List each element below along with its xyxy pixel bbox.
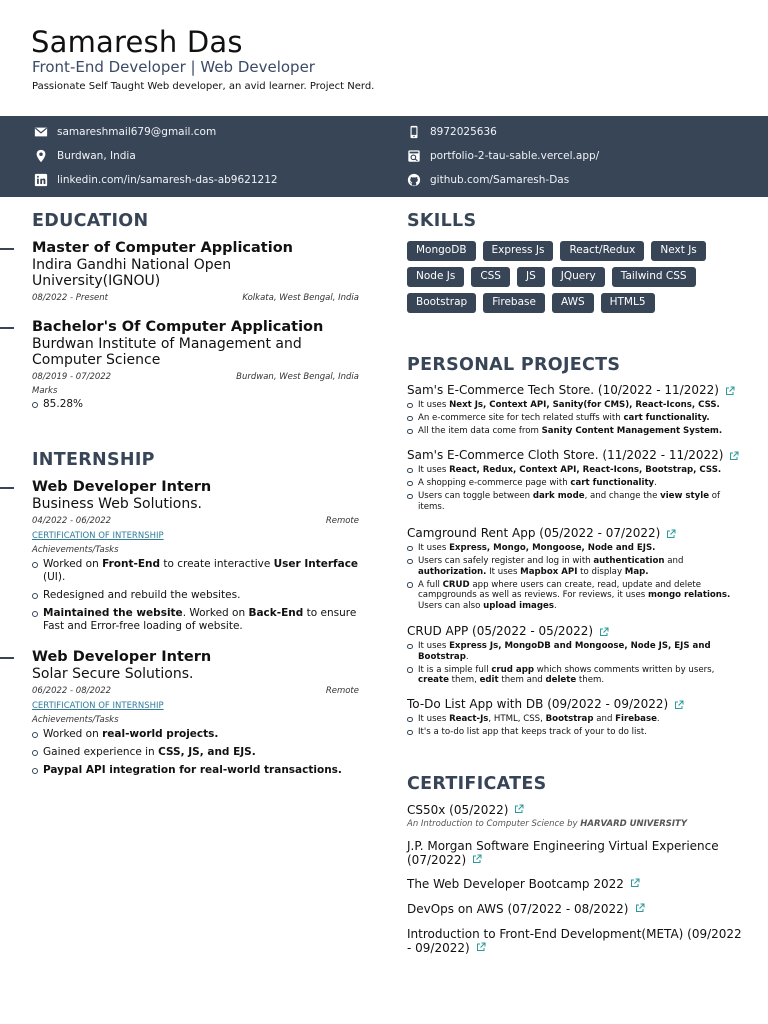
education-entry bbox=[32, 319, 359, 416]
school: Indira Gandhi National Open University(IGNOU) bbox=[32, 257, 232, 289]
list-item: It uses React-Js, HTML, CSS, Bootstrap and Firebase. bbox=[407, 714, 742, 725]
skills-heading: SKILLS bbox=[407, 211, 477, 231]
place: Kolkata, West Bengal, India bbox=[242, 293, 359, 303]
list-item: Redesigned and rebuild the websites. bbox=[32, 589, 359, 602]
project-bullets bbox=[407, 543, 742, 611]
certificate-title bbox=[407, 803, 742, 817]
contact-bar bbox=[0, 116, 768, 197]
degree: Master of Computer Application bbox=[32, 240, 293, 256]
contact-location bbox=[34, 149, 136, 163]
external-link-icon[interactable] bbox=[674, 700, 684, 710]
certificate-subtitle: An Introduction to Computer Science by HARVARD UNIVERSITY bbox=[407, 819, 687, 829]
project-title-text: To-Do List App with DB (09/2022 - 09/2022) bbox=[407, 697, 669, 711]
skill-chip: Bootstrap bbox=[407, 293, 476, 313]
project-entry bbox=[407, 383, 742, 439]
certificate-entry bbox=[407, 839, 742, 867]
project-title bbox=[407, 697, 742, 712]
project-bullets bbox=[407, 714, 742, 738]
skill-chip: HTML5 bbox=[601, 293, 655, 313]
location-text: Burdwan, India bbox=[57, 150, 136, 162]
skill-chip: Tailwind CSS bbox=[612, 267, 696, 287]
list-item: A full CRUD app where users can create, read, update and delete campgrounds as well as reviews. For reviews, it uses mongo relations. Users can also upload images. bbox=[407, 580, 742, 612]
skill-chip: Next Js bbox=[651, 241, 705, 261]
project-title bbox=[407, 383, 742, 398]
project-entry bbox=[407, 526, 742, 614]
dates: 08/2022 - Present bbox=[32, 293, 109, 303]
school: Burdwan Institute of Management and Computer Science bbox=[32, 336, 302, 368]
list-item: Users can safely register and log in with authentication and authorization. It uses Mapbox API to display Map. bbox=[407, 556, 742, 577]
github-icon bbox=[407, 173, 421, 187]
entry-marker bbox=[0, 657, 14, 659]
contact-portfolio[interactable] bbox=[407, 149, 599, 163]
certificate-title bbox=[407, 877, 742, 891]
skill-chip: Express Js bbox=[483, 241, 554, 261]
contact-phone[interactable] bbox=[407, 125, 497, 139]
project-title bbox=[407, 448, 742, 463]
tasks-label: Achievements/Tasks bbox=[32, 545, 119, 555]
external-link-icon[interactable] bbox=[514, 804, 524, 814]
certificate-title-text: DevOps on AWS (07/2022 - 08/2022) bbox=[407, 902, 629, 916]
list-item: Worked on Front-End to create interactive User Interface (UI). bbox=[32, 558, 359, 584]
external-link-icon[interactable] bbox=[725, 386, 735, 396]
skill-chip: CSS bbox=[471, 267, 510, 287]
certificate-link[interactable]: CERTIFICATION OF INTERNSHIP bbox=[32, 531, 164, 541]
entry-marker bbox=[0, 327, 14, 329]
list-item: It uses Express, Mongo, Mongoose, Node and EJS. bbox=[407, 543, 742, 554]
marks-value: 85.28% bbox=[32, 398, 359, 411]
entry-meta bbox=[32, 293, 359, 303]
external-link-icon[interactable] bbox=[476, 942, 486, 952]
portfolio-icon bbox=[407, 149, 421, 163]
resume-title: Front-End Developer | Web Developer bbox=[32, 58, 315, 76]
project-bullets bbox=[407, 400, 742, 437]
linkedin-icon bbox=[34, 173, 48, 187]
skill-chip: Firebase bbox=[483, 293, 545, 313]
external-link-icon[interactable] bbox=[472, 854, 482, 864]
resume-summary: Passionate Self Taught Web developer, an avid learner. Project Nerd. bbox=[32, 81, 375, 92]
dates: 06/2022 - 08/2022 bbox=[32, 686, 112, 696]
skills-list bbox=[407, 241, 737, 313]
certificate-title-text: J.P. Morgan Software Engineering Virtual Experience (07/2022) bbox=[407, 839, 719, 867]
marks-list bbox=[32, 398, 359, 411]
certificate-title-text: CS50x (05/2022) bbox=[407, 803, 509, 817]
entry-meta bbox=[32, 516, 359, 526]
project-title-text: Sam's E-Commerce Tech Store. (10/2022 - 11/2022) bbox=[407, 383, 719, 397]
linkedin-text: linkedin.com/in/samaresh-das-ab9621212 bbox=[57, 174, 278, 186]
github-text: github.com/Samaresh-Das bbox=[430, 174, 570, 186]
project-bullets bbox=[407, 465, 742, 512]
skill-chip: JS bbox=[517, 267, 545, 287]
place: Remote bbox=[325, 686, 359, 696]
list-item: Maintained the website. Worked on Back-End to ensure Fast and Error-free loading of website. bbox=[32, 607, 359, 633]
certificate-entry bbox=[407, 877, 742, 891]
contact-email[interactable] bbox=[34, 125, 216, 139]
education-entry bbox=[32, 240, 359, 303]
certificate-link[interactable]: CERTIFICATION OF INTERNSHIP bbox=[32, 701, 164, 711]
project-entry bbox=[407, 448, 742, 515]
project-title-text: CRUD APP (05/2022 - 05/2022) bbox=[407, 624, 594, 638]
external-link-icon[interactable] bbox=[630, 878, 640, 888]
project-title bbox=[407, 624, 742, 639]
list-item: It is a simple full crud app which shows comments written by users, create them, edit them and delete them. bbox=[407, 665, 742, 686]
certificate-title bbox=[407, 902, 742, 916]
internship-entry bbox=[32, 649, 359, 782]
place: Remote bbox=[325, 516, 359, 526]
location-icon bbox=[34, 149, 48, 163]
project-entry bbox=[407, 697, 742, 740]
list-item: It uses Express Js, MongoDB and Mongoose, Node JS, EJS and Bootstrap. bbox=[407, 641, 742, 662]
external-link-icon[interactable] bbox=[599, 627, 609, 637]
entry-marker bbox=[0, 487, 14, 489]
place: Burdwan, West Bengal, India bbox=[236, 372, 359, 382]
project-title-text: Camground Rent App (05/2022 - 07/2022) bbox=[407, 526, 661, 540]
marks-label: Marks bbox=[32, 386, 58, 396]
list-item: An e-commerce site for tech related stuffs with cart functionality. bbox=[407, 413, 742, 424]
list-item: It uses Next Js, Context API, Sanity(for CMS), React-Icons, CSS. bbox=[407, 400, 742, 411]
education-heading: EDUCATION bbox=[32, 211, 149, 231]
list-item: Paypal API integration for real-world transactions. bbox=[32, 764, 359, 777]
project-entry bbox=[407, 624, 742, 688]
internship-entry bbox=[32, 479, 359, 638]
certificate-entry bbox=[407, 803, 742, 829]
phone-text: 8972025636 bbox=[430, 126, 497, 138]
project-title bbox=[407, 526, 742, 541]
entry-meta bbox=[32, 686, 359, 696]
resume-name: Samaresh Das bbox=[31, 25, 243, 59]
company: Business Web Solutions. bbox=[32, 496, 202, 512]
list-item: Gained experience in CSS, JS, and EJS. bbox=[32, 746, 359, 759]
entry-meta bbox=[32, 372, 359, 382]
dates: 04/2022 - 06/2022 bbox=[32, 516, 112, 526]
certificate-title-text: The Web Developer Bootcamp 2022 bbox=[407, 877, 624, 891]
list-item: All the item data come from Sanity Content Management System. bbox=[407, 426, 742, 437]
skill-chip: AWS bbox=[552, 293, 594, 313]
skill-chip: JQuery bbox=[552, 267, 605, 287]
project-title-text: Sam's E-Commerce Cloth Store. (11/2022 - 11/2022) bbox=[407, 448, 724, 462]
list-item: Users can toggle between dark mode, and change the view style of items. bbox=[407, 491, 742, 512]
certificate-entry bbox=[407, 927, 742, 955]
tasks-list bbox=[32, 558, 359, 633]
skill-chip: Node Js bbox=[407, 267, 464, 287]
certificate-title bbox=[407, 839, 742, 867]
email-text: samareshmail679@gmail.com bbox=[57, 126, 217, 138]
list-item: It's a to-do list app that keeps track of your to do list. bbox=[407, 727, 742, 738]
portfolio-text: portfolio-2-tau-sable.vercel.app/ bbox=[430, 150, 600, 162]
company: Solar Secure Solutions. bbox=[32, 666, 194, 682]
entry-marker bbox=[0, 248, 14, 250]
degree: Bachelor's Of Computer Application bbox=[32, 319, 324, 335]
skill-chip: React/Redux bbox=[560, 241, 644, 261]
role: Web Developer Intern bbox=[32, 479, 212, 495]
tasks-label: Achievements/Tasks bbox=[32, 715, 119, 725]
certificates-heading: CERTIFICATES bbox=[407, 774, 547, 794]
certificate-entry bbox=[407, 902, 742, 916]
external-link-icon[interactable] bbox=[635, 903, 645, 913]
list-item: Worked on real-world projects. bbox=[32, 728, 359, 741]
external-link-icon[interactable] bbox=[729, 451, 739, 461]
skill-chip: MongoDB bbox=[407, 241, 476, 261]
contact-github[interactable] bbox=[407, 173, 569, 187]
tasks-list bbox=[32, 728, 359, 777]
email-icon bbox=[34, 125, 48, 139]
list-item: It uses React, Redux, Context API, React-Icons, Bootstrap, CSS. bbox=[407, 465, 742, 476]
certificate-title bbox=[407, 927, 742, 955]
phone-icon bbox=[407, 125, 421, 139]
project-bullets bbox=[407, 641, 742, 686]
external-link-icon[interactable] bbox=[666, 529, 676, 539]
contact-linkedin[interactable] bbox=[34, 173, 278, 187]
role: Web Developer Intern bbox=[32, 649, 212, 665]
certificate-title-text: Introduction to Front-End Development(META) (09/2022 - 09/2022) bbox=[407, 927, 742, 955]
list-item: A shopping e-commerce page with cart functionality. bbox=[407, 478, 742, 489]
projects-heading: PERSONAL PROJECTS bbox=[407, 355, 621, 375]
internship-heading: INTERNSHIP bbox=[32, 450, 155, 470]
dates: 08/2019 - 07/2022 bbox=[32, 372, 112, 382]
